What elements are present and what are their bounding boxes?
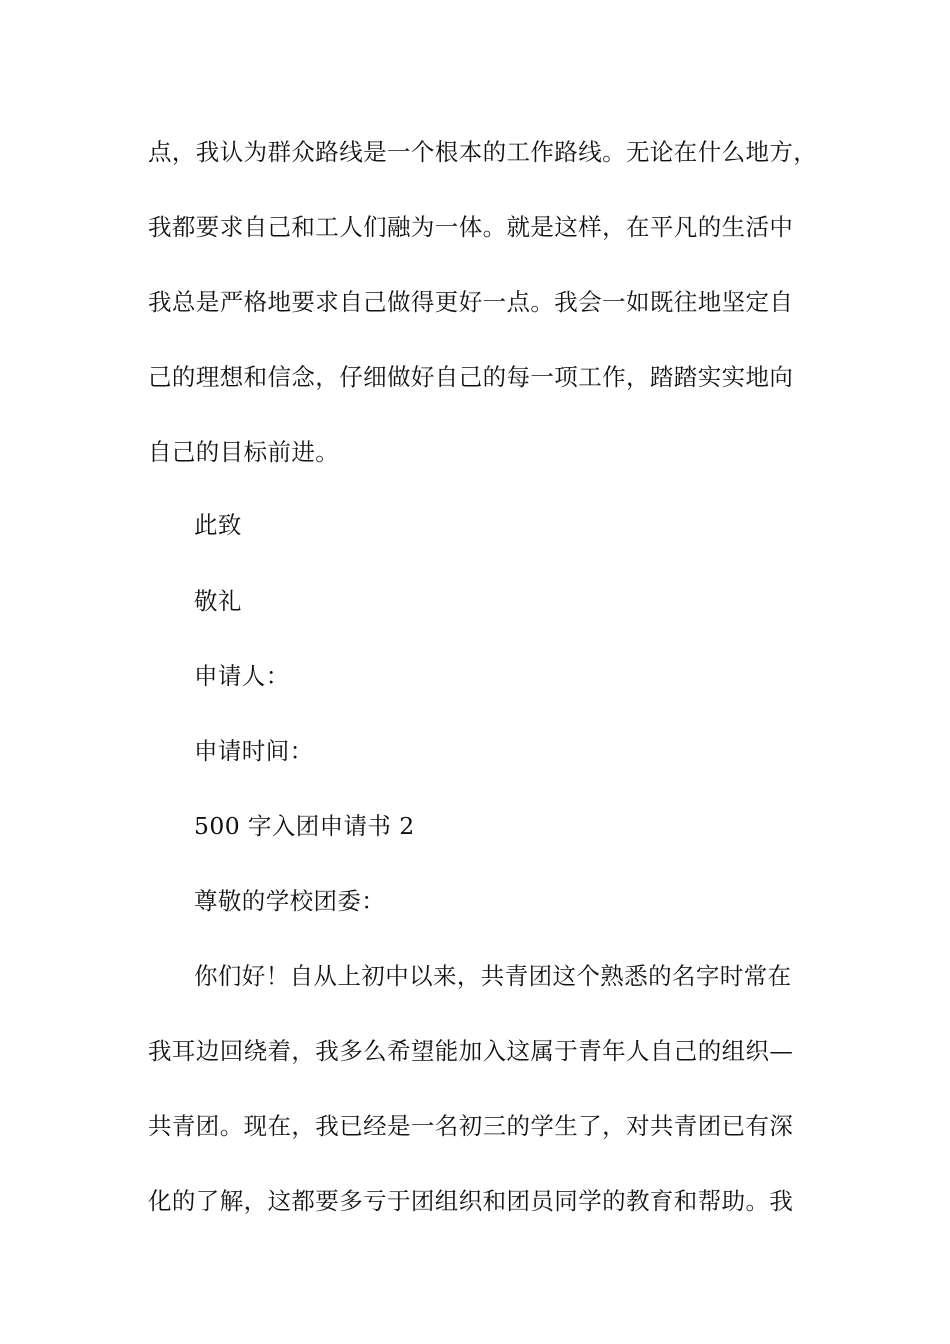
paragraph-line: 我总是严格地要求自己做得更好一点。我会一如既往地坚定自 — [148, 288, 794, 316]
paragraph-line: 化的了解，这都要多亏于团组织和团员同学的教育和帮助。我 — [148, 1187, 794, 1215]
letter-greeting: 尊敬的学校团委： — [194, 887, 386, 915]
closing-regards: 敬礼 — [194, 587, 242, 615]
paragraph-line: 我耳边回绕着，我多么希望能加入这属于青年人自己的组织— — [148, 1037, 794, 1065]
paragraph-line: 点，我认为群众路线是一个根本的工作路线。无论在什么地方， — [148, 138, 818, 166]
paragraph-line: 我都要求自己和工人们融为一体。就是这样，在平凡的生活中 — [148, 213, 794, 241]
section-title: 500 字入团申请书 2 — [194, 812, 415, 840]
paragraph-line: 己的理想和信念，仔细做好自己的每一项工作，踏踏实实地向 — [148, 363, 794, 391]
paragraph-line: 自己的目标前进。 — [148, 438, 340, 466]
closing-salutation: 此致 — [194, 511, 242, 539]
paragraph-line: 你们好！自从上初中以来，共青团这个熟悉的名字时常在 — [194, 962, 792, 990]
applicant-label: 申请人： — [194, 662, 290, 690]
application-date-label: 申请时间： — [194, 737, 314, 765]
paragraph-line: 共青团。现在，我已经是一名初三的学生了，对共青团已有深 — [148, 1112, 794, 1140]
